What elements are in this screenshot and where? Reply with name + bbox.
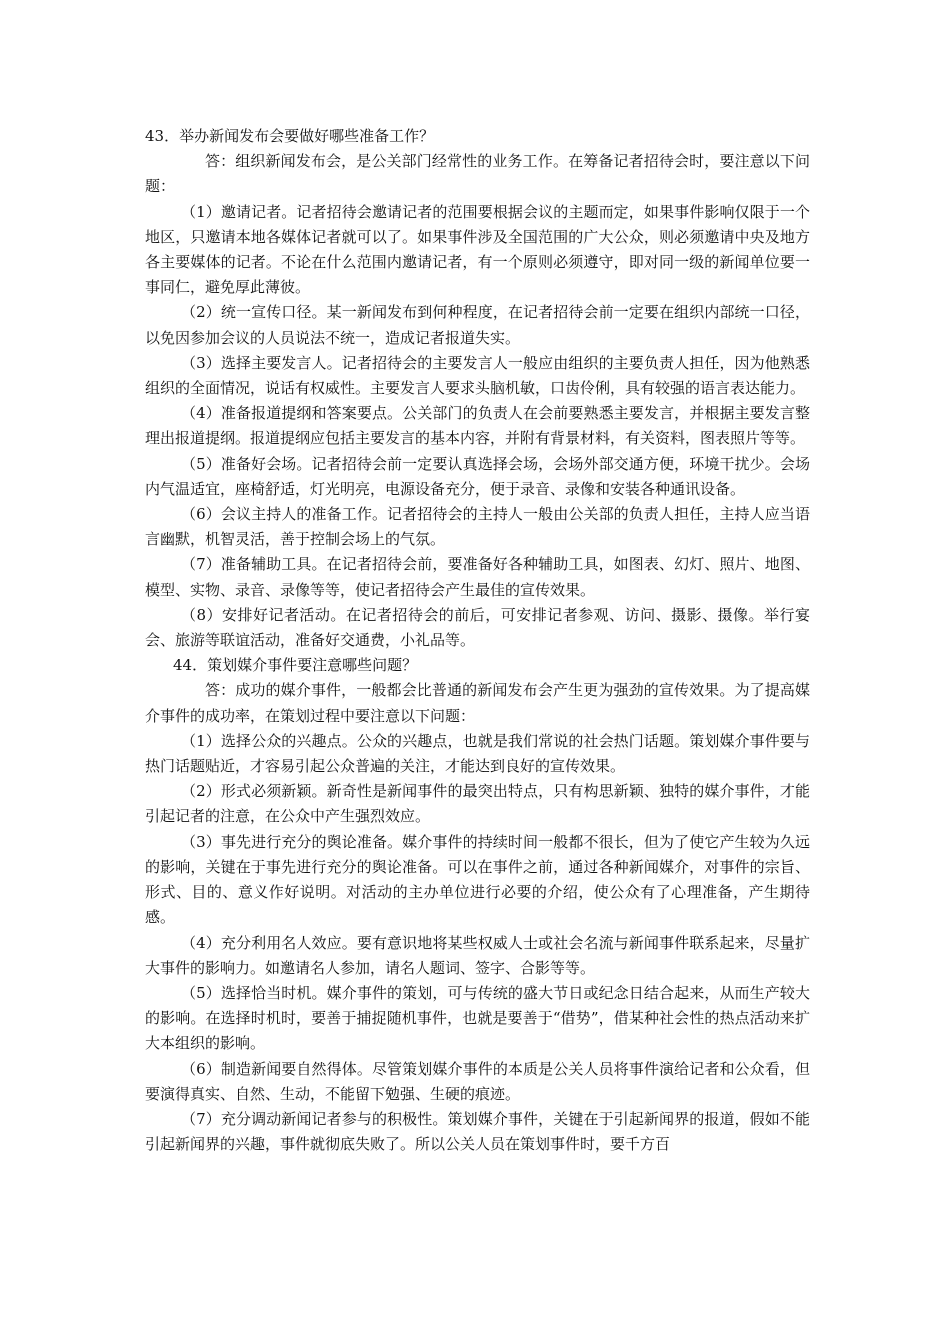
list-item: （7）准备辅助工具。在记者招待会前，要准备好各种辅助工具，如图表、幻灯、照片、地图、模型、实物、录音、录像等等，使记者招待会产生最佳的宣传效果。 xyxy=(145,555,810,599)
answer-intro: 答：组织新闻发布会，是公关部门经常性的业务工作。在筹备记者招待会时，要注意以下问题： xyxy=(145,152,810,196)
list-item: （7）充分调动新闻记者参与的积极性。策划媒介事件，关键在于引起新闻界的报道，假如不能引起新闻界的兴趣，事件就彻底失败了。所以公关人员在策划事件时，要千方百 xyxy=(145,1109,810,1154)
question-43-section xyxy=(145,124,810,653)
list-item: （8）安排好记者活动。在记者招待会的前后，可安排记者参观、访问、摄影、摄像。举行宴会、旅游等联谊活动，准备好交通费，小礼品等。 xyxy=(145,605,810,650)
list-item: （6）会议主持人的准备工作。记者招待会的主持人一般由公关部的负责人担任，主持人应当语言幽默，机智灵活，善于控制会场上的气氛。 xyxy=(145,505,810,549)
answer-intro: 答：成功的媒介事件，一般都会比普通的新闻发布会产生更为强劲的宣传效果。为了提高媒介事件的成功率，在策划过程中要注意以下问题： xyxy=(145,681,810,725)
list-item: （2）统一宣传口径。某一新闻发布到何种程度，在记者招待会前一定要在组织内部统一口径，以免因参加会议的人员说法不统一，造成记者报道失实。 xyxy=(145,303,810,347)
list-item: （4）充分利用名人效应。要有意识地将某些权威人士或社会名流与新闻事件联系起来，尽量扩大事件的影响力。如邀请名人参加，请名人题词、签字、合影等等。 xyxy=(145,933,810,977)
list-item: （3）事先进行充分的舆论准备。媒介事件的持续时间一般都不很长，但为了使它产生较为久远的影响，关键在于事先进行充分的舆论准备。可以在事件之前，通过各种新闻媒介，对事件的宗旨、形式、目的、意义作好说明。对活动的主办单位进行必要的介绍，使公众有了心理准备，产生期待感。 xyxy=(145,832,810,927)
list-item: （2）形式必须新颖。新奇性是新闻事件的最突出特点，只有构思新颖、独特的媒介事件，才能引起记者的注意，在公众中产生强烈效应。 xyxy=(145,782,810,826)
list-item: （1）选择公众的兴趣点。公众的兴趣点，也就是我们常说的社会热门话题。策划媒介事件要与热门话题贴近，才容易引起公众普遍的关注，才能达到良好的宣传效果。 xyxy=(145,731,810,776)
list-item: （4）准备报道提纲和答案要点。公关部门的负责人在会前要熟悉主要发言，并根据主要发言整理出报道提纲。报道提纲应包括主要发言的基本内容，并附有背景材料，有关资料，图表照片等等。 xyxy=(145,404,810,448)
question-heading: 44．策划媒介事件要注意哪些问题？ xyxy=(173,656,418,675)
list-item: （5）选择恰当时机。媒介事件的策划，可与传统的盛大节日或纪念日结合起来，从而生产较大的影响。在选择时机时，要善于捕捉随机事件，也就是要善于“借势”，借某种社会性的热点活动来扩大本组织的影响。 xyxy=(145,983,810,1053)
list-item: （6）制造新闻要自然得体。尽管策划媒介事件的本质是公关人员将事件演给记者和公众看，但要演得真实、自然、生动，不能留下勉强、生硬的痕迹。 xyxy=(145,1059,810,1103)
question-44-section xyxy=(145,653,810,1157)
list-item: （3）选择主要发言人。记者招待会的主要发言人一般应由组织的主要负责人担任，因为他熟悉组织的全面情况，说话有权威性。主要发言人要求头脑机敏，口齿伶俐，具有较强的语言表达能力。 xyxy=(145,353,810,398)
list-item: （1）邀请记者。记者招待会邀请记者的范围要根据会议的主题而定，如果事件影响仅限于一个地区，只邀请本地各媒体记者就可以了。如果事件涉及全国范围的广大公众，则必须邀请中央及地方各主要媒体的记者。不论在什么范围内邀请记者，有一个原则必须遵守，即对同一级的新闻单位要一事同仁，避免厚此薄彼。 xyxy=(145,202,810,297)
list-item: （5）准备好会场。记者招待会前一定要认真选择会场，会场外部交通方便，环境干扰少。会场内气温适宜，座椅舒适，灯光明亮，电源设备充分，便于录音、录像和安装各种通讯设备。 xyxy=(145,454,810,498)
question-heading: 43．举办新闻发布会要做好哪些准备工作？ xyxy=(145,127,435,145)
document-page xyxy=(145,124,810,1157)
